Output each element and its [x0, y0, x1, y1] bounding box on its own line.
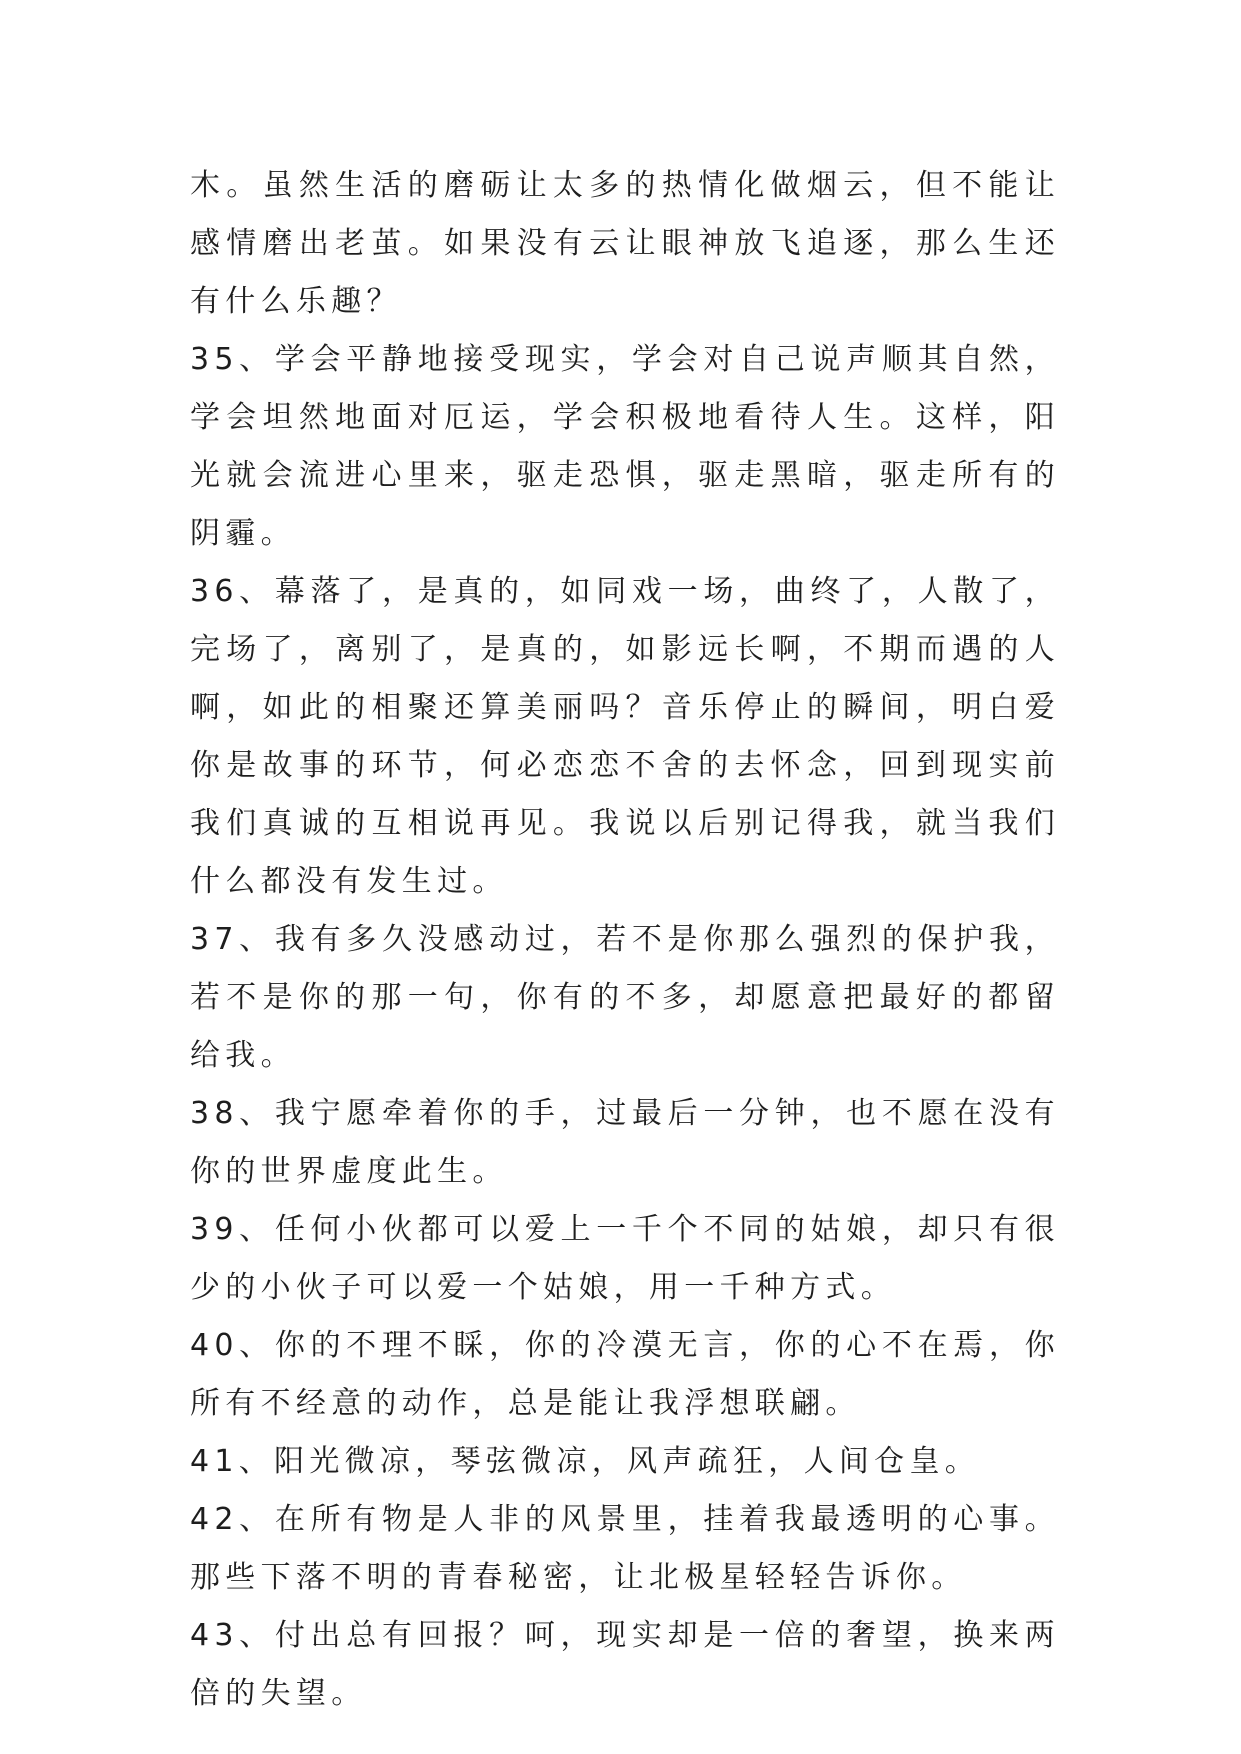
paragraph-35: 35、学会平静地接受现实，学会对自己说声顺其自然，学会坦然地面对厄运，学会积极地看待人生。这样，阳光就会流进心里来，驱走恐惧，驱走黑暗，驱走所有的阴霾。: [190, 342, 1060, 551]
paragraph-42: 42、在所有物是人非的风景里，挂着我最透明的心事。 那些下落不明的青春秘密，让北极星轻轻告诉你。: [190, 1502, 1060, 1595]
paragraph-36: 36、幕落了，是真的，如同戏一场，曲终了，人散了，完场了，离别了，是真的，如影远长啊，不期而遇的人啊，如此的相聚还算美丽吗？音乐停止的瞬间，明白爱你是故事的环节，何必恋恋不舍的去怀念，回到现实前我们真诚的互相说再见。我说以后别记得我，就当我们什么都没有发生过。: [190, 574, 1060, 899]
paragraph-43: 43、付出总有回报？呵，现实却是一倍的奢望，换来两倍的失望。: [190, 1618, 1060, 1711]
paragraph-37: 37、我有多久没感动过，若不是你那么强烈的保护我，若不是你的那一句，你有的不多，却愿意把最好的都留给我。: [190, 922, 1060, 1073]
paragraph-41: 41、阳光微凉，琴弦微凉，风声疏狂，人间仓皇。: [190, 1444, 981, 1479]
paragraph-continuation: 木。虽然生活的磨砺让太多的热情化做烟云，但不能让感情磨出老茧。如果没有云让眼神放飞追逐，那么生还有什么乐趣？: [190, 168, 1060, 319]
paragraph-39: 39、任何小伙都可以爱上一千个不同的姑娘，却只有很少的小伙子可以爱一个姑娘，用一千种方式。: [190, 1212, 1060, 1305]
paragraph-38: 38、我宁愿牵着你的手，过最后一分钟，也不愿在没有你的世界虚度此生。: [190, 1096, 1060, 1189]
document-body: [190, 157, 1060, 1723]
paragraph-40: 40、你的不理不睬，你的冷漠无言，你的心不在焉，你所有不经意的动作，总是能让我浮想联翩。: [190, 1328, 1060, 1421]
